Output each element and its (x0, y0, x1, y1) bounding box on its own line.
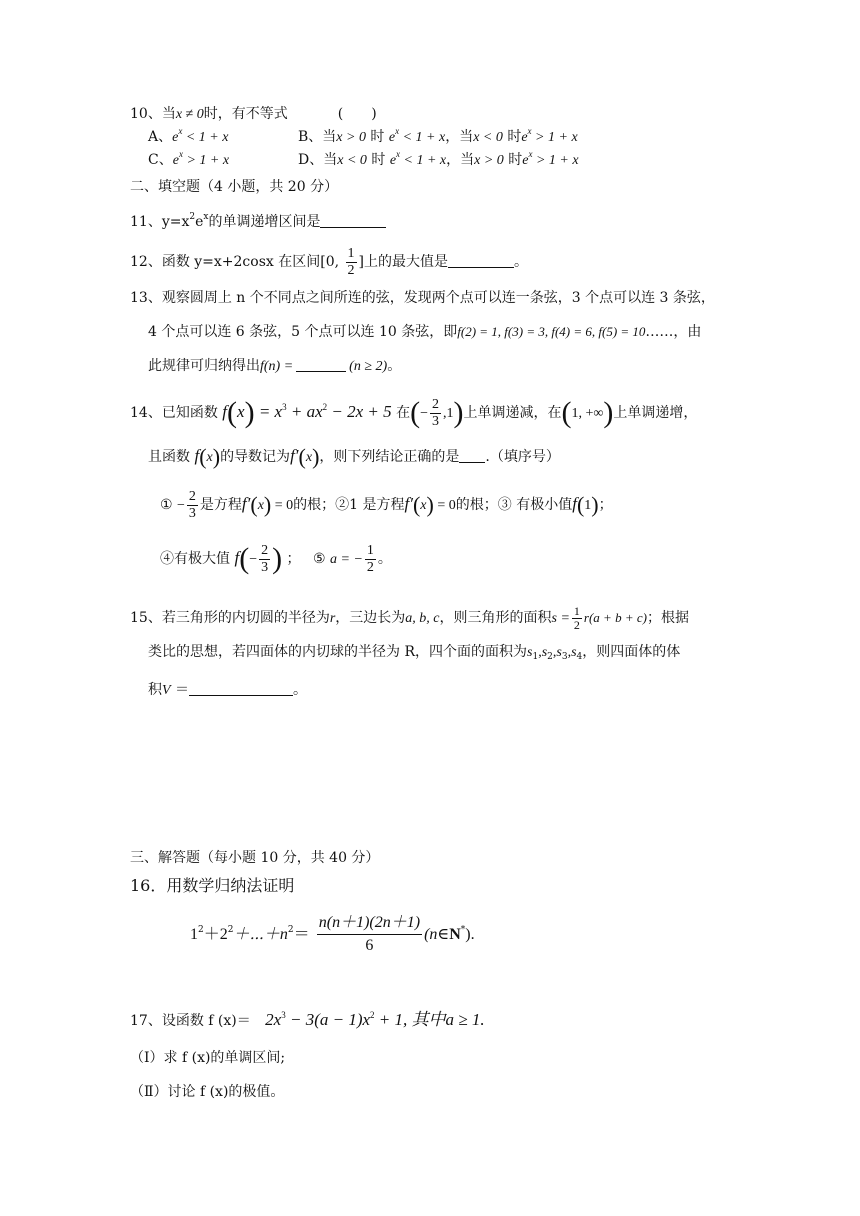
q14-line-1: 14、已知函数 $f(x) = x^3 + ax^2 - 2x + 5$ 在(− $\frac{2}{3}$ ,1)上单调递减，在(1, +∞)上单调递增， (130, 396, 698, 429)
q17-part-2: （Ⅱ）讨论 f (x)的极值。 (130, 1084, 285, 1100)
q14-options-1-3: ① − $\frac{2}{3}$ 是方程f′(x) = 0的根；②1 是方程f′(x) = 0的根；③ 有极小值f(1)； (160, 488, 613, 521)
section-3-title: 三、解答题（每小题 10 分，共 40 分） (130, 850, 380, 866)
q17-part-1: （Ⅰ）求 f (x)的单调区间; (130, 1050, 286, 1066)
q13-line-2: 4 个点可以连 6 条弦，5 个点可以连 10 条弦，即f(2) = 1, f(3) = 3, f(4) = 6, f(5) = 10……，由 (148, 324, 702, 340)
q12-fraction: $\frac{1}{2}$ (347, 245, 355, 278)
q10-stem: 10、当x ≠ 0时，有不等式 ( ) (130, 106, 377, 122)
q10-option-b: B、当x > 0 时 $e^x < 1 + x$，当x < 0 时$e^x > 1 + x$ (298, 126, 578, 145)
q13-line-1: 13、观察圆周上 n 个不同点之间所连的弦，发现两个点可以连一条弦，3 个点可以连 3 条弦， (130, 290, 715, 306)
q14-line-2: 且函数 f(x)的导数记为f′(x)，则下列结论正确的是 .（填序号） (148, 444, 560, 469)
q11-answer-blank (320, 213, 386, 228)
q11: 11、$y=x^2e^x$的单调递增区间是 (130, 212, 386, 232)
q12-answer-blank (448, 253, 514, 268)
q13-line-3: 此规律可归纳得出f(n) = (n ≥ 2)。 (148, 358, 402, 374)
q14-options-4-5: ④有极大值 f(− $\frac{2}{3}$ ) ； ⑤ a = − $\frac{1}{2}$ 。 (160, 542, 392, 575)
q10-option-d: D、当x < 0 时 $e^x < 1 + x$，当x > 0 时$e^x > 1 + x$ (298, 149, 579, 168)
q16-formula: $1^2+2^2+\cdots+n^2=$ $\frac{n(n+1)(2n+1)}{6}$ (n∈N*). (190, 914, 475, 954)
q13-answer-blank (296, 357, 346, 372)
q17-stem: 17、设函数 f $(x)= 2x^3 - 3(a - 1)x^2 + 1$, 其中a ≥ 1. (130, 1010, 485, 1029)
q16-title: 16．用数学归纳法证明 (130, 876, 295, 895)
q10-option-a: A、$e^x < 1 + x$ (148, 126, 229, 145)
q14-answer-blank (459, 448, 485, 463)
q15-line-3: 积V ＝ 。 (148, 682, 308, 698)
q15-line-1: 15、若三角形的内切圆的半径为r，三边长为a, b, c，则三角形的面积s = $\frac{1}{2}$ r(a + b + c)；根据 (130, 603, 689, 632)
q12: 12、函数 y=x+2cosx 在区间[0, $\frac{1}{2}$ ]上的最大值是 。 (130, 245, 528, 278)
q15-line-2: 类比的思想，若四面体的内切球的半径为 R，四个面的面积为$s_1,s_2,s_3,s_4$，则四面体的体 (148, 644, 681, 662)
q15-answer-blank (189, 681, 293, 696)
q10-option-c: C、$e^x > 1 + x$ (148, 149, 230, 168)
section-2-title: 二、填空题（4 小题，共 20 分） (130, 179, 339, 195)
